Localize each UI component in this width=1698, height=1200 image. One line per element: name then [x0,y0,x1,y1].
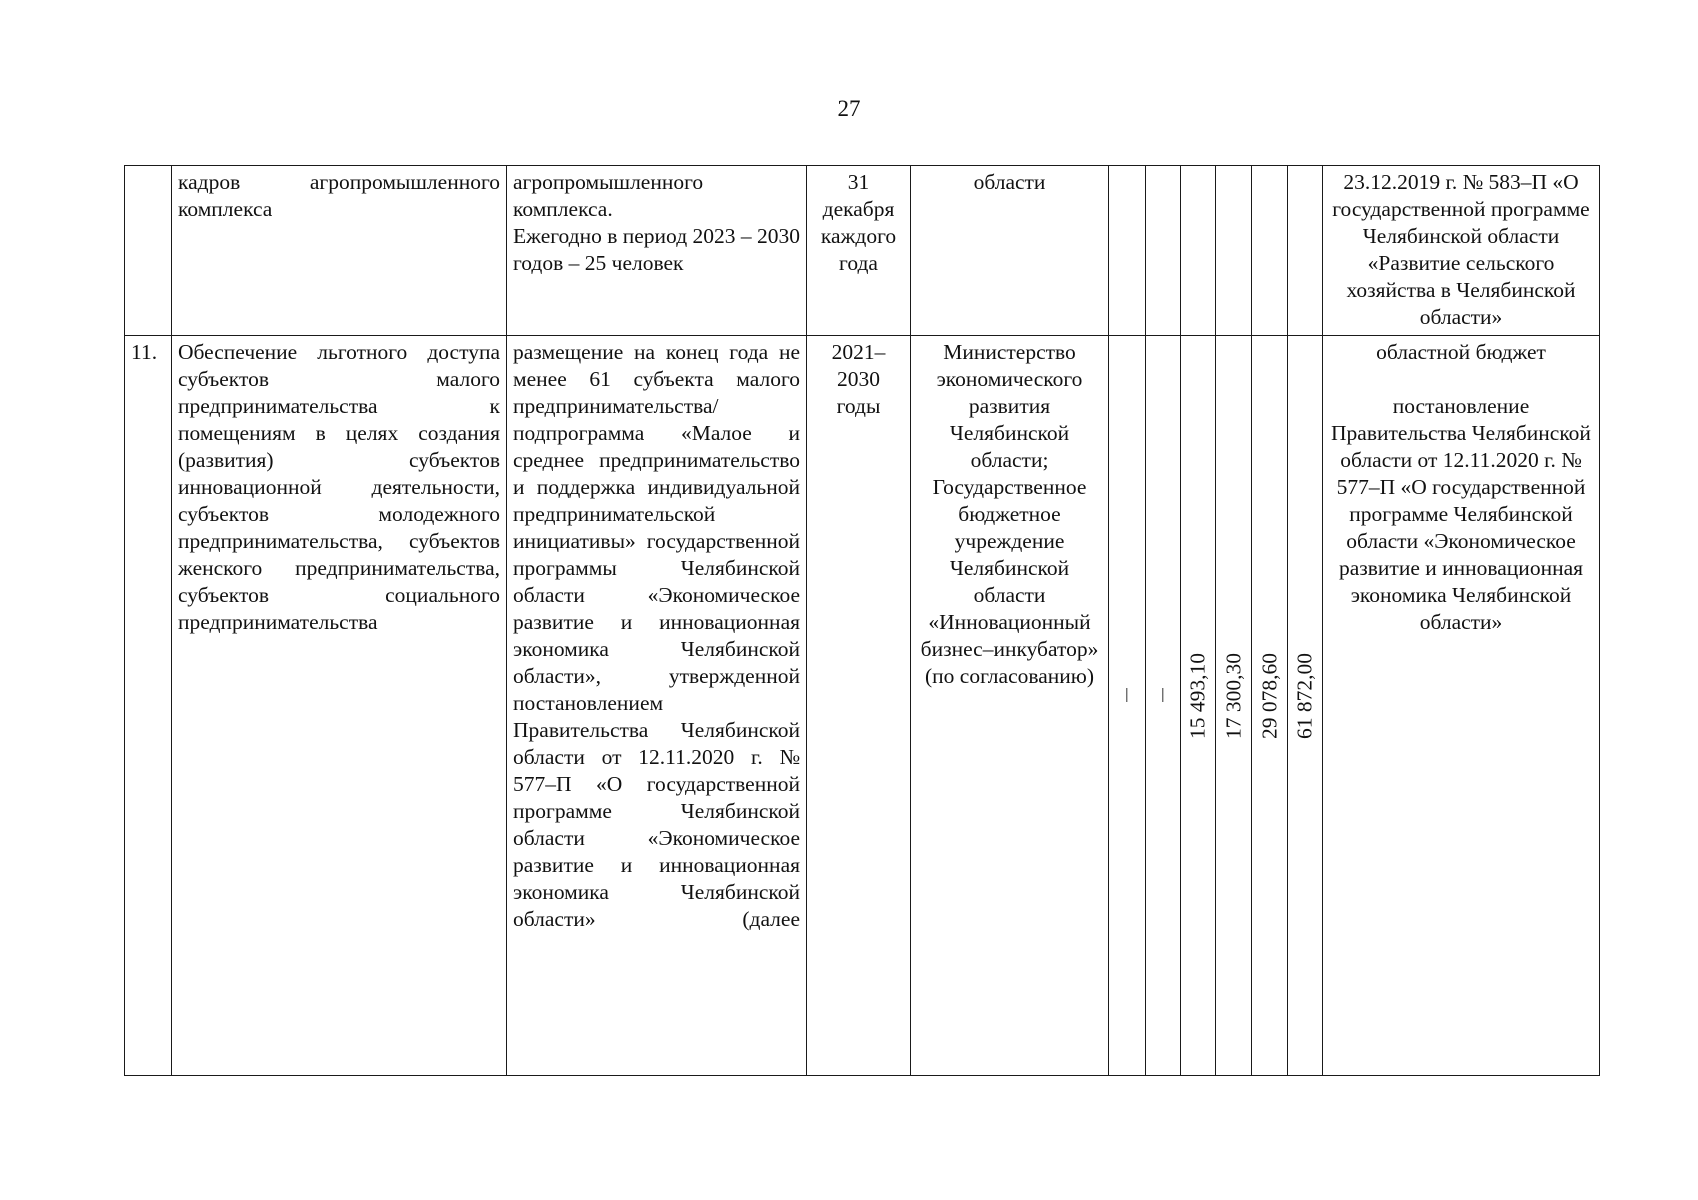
cell-amount [1252,336,1288,1076]
cell-deadline: 31 декабря каждого года [807,166,911,336]
cell-amount-empty [1109,336,1146,1076]
cell-amount [1146,166,1181,336]
cell-amount [1288,166,1323,336]
cell-amount [1252,166,1288,336]
cell-executor: области [911,166,1109,336]
page-number: 27 [837,96,861,121]
amount-value: 61 872,00 [1292,653,1317,739]
table-row [125,166,1600,336]
cell-source [1323,336,1600,1076]
amount-value: 15 493,10 [1185,653,1210,739]
cell-indicator: агропромышленного комплекса. Ежегодно в период 2023 – 2030 годов – 25 человек [507,166,807,336]
cell-amount [1288,336,1323,1076]
cell-deadline: 2021–2030 годы [807,336,911,1076]
cell-source: 23.12.2019 г. № 583–П «О государственной программе Челябинской области «Развитие сельского хозяйства в Челябинской области» [1323,166,1600,336]
cell-number [125,166,172,336]
cell-amount [1181,166,1216,336]
dash-mark [1162,688,1163,702]
dash-mark [1126,688,1127,702]
table-row [125,336,1600,1076]
cell-executor: Министерство экономического развития Челябинской области; Государственное бюджетное учреждение Челябинской области «Инновационный бизнес–инкубатор» (по согласованию) [911,336,1109,1076]
source-document: постановление Правительства Челябинской области от 12.11.2020 г. № 577–П «О государственной программе Челябинской области «Экономическое развитие и инновационная экономика Челябинской области» [1331,394,1591,634]
cell-amount [1216,166,1252,336]
cell-amount [1109,166,1146,336]
source-budget: областной бюджет [1376,340,1546,364]
cell-indicator: размещение на конец года не менее 61 субъекта малого предпринимательства/ подпрограмма «Малое и среднее предпринимательство и поддержка индивидуальной предпринимательской инициативы» государственной программы Челябинской области «Экономическое развитие и инновационная экономика Челябинской области», утвержденной постановлением Правительства Челябинской области от 12.11.2020 г. № 577–П «О государственной программе Челябинской области «Экономическое развитие и инновационная экономика Челябинской области» (далее [507,336,807,1076]
cell-amount-empty [1146,336,1181,1076]
cell-amount [1216,336,1252,1076]
amount-value: 17 300,30 [1221,653,1245,739]
cell-number: 11. [125,336,172,1076]
cell-amount [1181,336,1216,1076]
cell-measure-name: кадров агропромышленного комплекса [172,166,507,336]
measures-table [124,165,1600,1076]
cell-measure-name: Обеспечение льготного доступа субъектов малого предпринимательства к помещениям в целях создания (развития) субъектов инновационной деятельности, субъектов молодежного предпринимательства, субъектов женского предпринимательства, субъектов социального предпринимательства [172,336,507,1076]
amount-value: 29 078,60 [1257,653,1281,739]
